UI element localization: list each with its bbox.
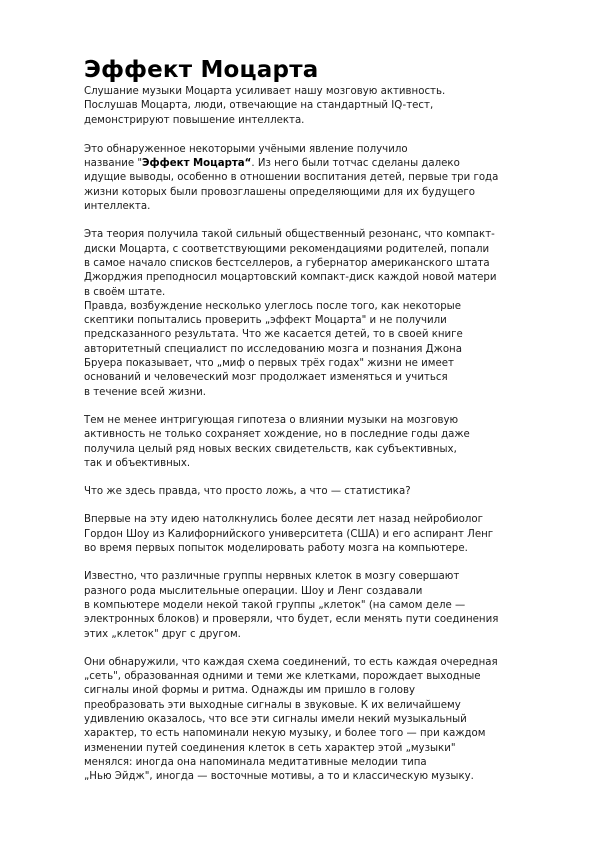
spacer — [84, 499, 564, 513]
skeptics-paragraph: Правда, возбуждение несколько улеглось после того, как некоторые скептики попытались проверить „эффект Моцарта" и не получили предсказанного результата. Что же касается детей, то в своей книге авторитетный специалист по исследованию мозга и познания Джона Бруера показывает, что „миф о первых трёх годах" жизни не имеет оснований и человеческий мозг продолжает изменяться и учиться в течение всей жизни. — [84, 300, 463, 398]
effect-name-bold: Эффект Моцарта“ — [142, 158, 252, 170]
hypothesis-paragraph: Тем не менее интригующая гипотеза о влиянии музыки на мозговую активность не только сохраняет хождение, но в последние годы даже получила целый ряд новых веских свидетельств, как субъективных, так и объективных. — [84, 414, 470, 469]
origin-paragraph: Впервые на эту идею натолкнулись более десяти лет назад нейробиолог Гордон Шоу из Калифорнийского университета (США) и его аспирант Ленг во время первых попыток моделировать работу мозга на компьютере. — [84, 514, 494, 555]
effect-name-text-after: . Из него были тотчас сделаны далеко идущие выводы, особенно в отношении воспитания детей, первые три года жизни которых были провозглашены определяющими для их будущего интеллекта. — [84, 158, 499, 213]
neurons-paragraph: Известно, что различные группы нервных клеток в мозгу совершают разного рода мыслительные операции. Шоу и Ленг создавали в компьютере модели некой такой группы „клеток" (на самом деле — электронных блоков) и проверяли, что будет, если менять пути соединения этих „клеток" друг с другом. — [84, 571, 499, 640]
spacer — [84, 556, 564, 570]
effect-name-text-before: Это обнаруженное некоторыми учёными явление получило название " — [84, 143, 408, 170]
document-page — [84, 56, 564, 784]
spacer — [84, 471, 564, 485]
spacer — [84, 400, 564, 414]
resonance-paragraph: Эта теория получила такой сильный общественный резонанс, что компакт- диски Моцарта, с соответствующими рекомендациями родителей, попали в самое начало списков бестселлеров, а губернатор американского штата Джорджия преподносил моцартовский компакт-диск каждой новой матери в своём штате. — [84, 229, 497, 298]
question-paragraph: Что же здесь правда, что просто ложь, а что — статистика? — [84, 486, 411, 498]
spacer — [84, 642, 564, 656]
effect-name-paragraph — [84, 143, 564, 214]
spacer — [84, 214, 564, 228]
intro-paragraph: Слушание музыки Моцарта усиливает нашу мозговую активность. Послушав Моцарта, люди, отвечающие на стандартный IQ-тест, демонстрируют повышение интеллекта. — [84, 86, 446, 126]
spacer — [84, 128, 564, 143]
music-discovery-paragraph: Они обнаружили, что каждая схема соединений, то есть каждая очередная „сеть", образованная одними и теми же клетками, порождает выходные сигналы иной формы и ритма. Однажды им пришло в голову преобразовать эти выходные сигналы в звуковые. К их величайшему удивлению оказалось, что все эти сигналы имели некий музыкальный характер, то есть напоминали некую музыку, и более того — при каждом изменении путей соединения клеток в сеть характер этой „музыки" менялся: иногда она напоминала медитативные мелодии типа „Нью Эйдж", иногда — восточные мотивы, а то и классическую музыку. — [84, 656, 498, 783]
page-title: Эффект Моцарта — [84, 57, 319, 83]
